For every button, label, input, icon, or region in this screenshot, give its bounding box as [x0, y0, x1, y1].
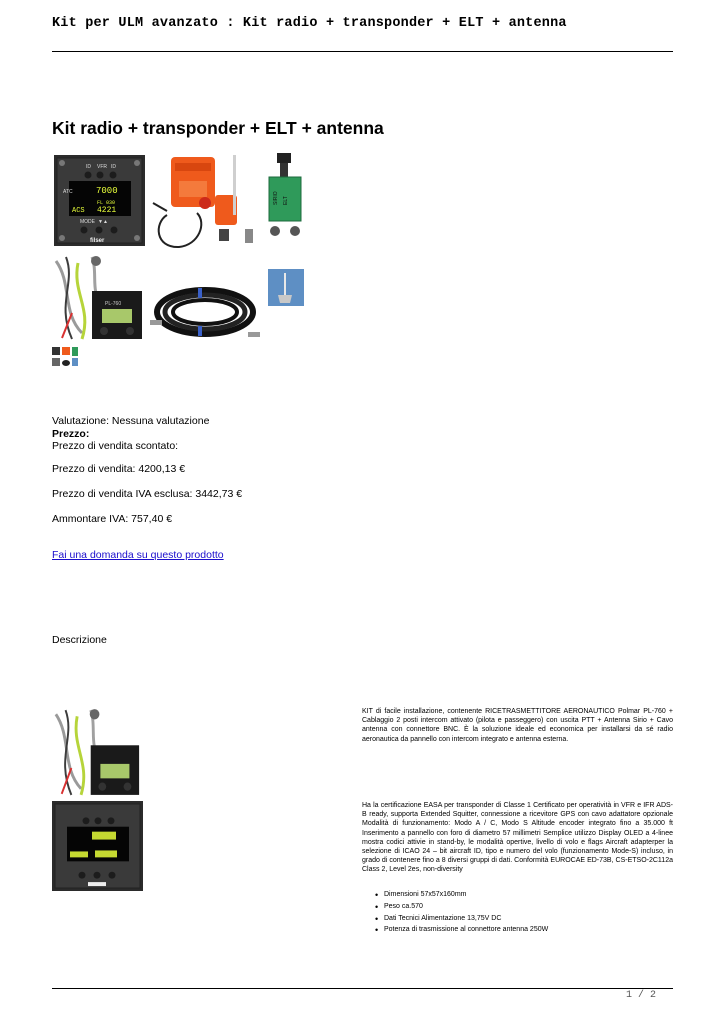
elt-brand-label: SIRIO	[273, 191, 279, 205]
price-excluding-vat: Prezzo di vendita IVA esclusa: 3442,73 €	[52, 488, 243, 500]
antenna-image[interactable]	[268, 269, 304, 306]
ask-question-link-wrapper	[52, 549, 224, 561]
document-header-title: Kit per ULM avanzato : Kit radio + transponder + ELT + antenna	[52, 16, 567, 31]
product-title: Kit radio + transponder + ELT + antenna	[52, 118, 384, 138]
header-divider	[52, 51, 673, 52]
standby-code: 4221	[97, 206, 117, 215]
elt-type-label: ELT	[283, 196, 289, 205]
elt-module-image[interactable]	[265, 153, 305, 243]
flight-level: FL 030	[97, 200, 116, 206]
thumbnail-strip[interactable]	[52, 347, 80, 367]
page-number: 1 / 2	[626, 990, 657, 1001]
mode-readout: ACS	[72, 207, 85, 215]
sale-price: Prezzo di vendita: 4200,13 €	[52, 463, 186, 475]
price-label: Prezzo:	[52, 428, 90, 440]
rating-text: Valutazione: Nessuna valutazione	[52, 415, 210, 427]
radio-model-label: PL-760	[105, 301, 122, 307]
description-heading: Descrizione	[52, 634, 107, 646]
vat-amount: Ammontare IVA: 757,40 €	[52, 513, 173, 525]
spec-bullet-dimensions: • Dimensioni 57x57x160mm	[384, 891, 466, 898]
description-paragraph-transponder: Ha la certificazione EASA per transponder di Classe 1 Certificato per operatività in VFR e IFR ADS-B ready, supporta Extended Squitter, connessione a ricevitore GPS con cavo adattatore opzionale Modalità di funzionamento: Modo A / C, Modo S Altitude encoder integrato fino a 35.000 ft Inserimento a pannello con foro di diametro 57 millimetri Semplice utilizzo Display OLED a 4-linee mostra codici attivie in stand-by, le modalità opertive, livello di volo e flags Aircraft adapterper la selezione di ICAO 24 – bit aircraft ID, tipo e numero del volo (funzionamento Mode-S) incluso, in grado di contenere fino a 8 diversi gruppi di dati. Conformità EUROCAE ED-73B, CS-ETSO-2C112a Class 2, Level 2es, non-diversity	[362, 802, 673, 874]
description-paragraph-kit: KIT di facile installazione, contenente RICETRASMETTITORE AERONAUTICO Polmar PL-760 + Cablaggio 2 posti intercom attivato (pilota e passeggero) con uscita PTT + Antenna Sirio + Cavo antenna con connettore BNC. È la soluzione ideale ed economica per installarsi da sé radio aeronautica da pannello con intercom integrato e antenna esterna.	[362, 708, 673, 743]
spec-bullet-power-supply: • Dati Tecnici Alimentazione 13,75V DC	[384, 915, 501, 922]
footer-divider	[52, 988, 673, 989]
btn-label-arrows: ▼▲	[98, 219, 108, 225]
transponder-image[interactable]	[54, 155, 145, 246]
discounted-price: Prezzo di vendita scontato:	[52, 440, 179, 452]
btn-label-id-right: ID	[111, 164, 116, 170]
btn-label-id-left: ID	[86, 164, 91, 170]
antenna-cable-image[interactable]	[148, 282, 262, 344]
radio-harness-image[interactable]	[52, 253, 145, 342]
ask-question-link[interactable]: Fai una domanda su questo prodotto	[52, 549, 224, 561]
btn-label-mode: MODE	[80, 219, 95, 225]
description-radio-image[interactable]	[52, 706, 142, 798]
description-transponder-image[interactable]	[52, 801, 143, 891]
squawk-code: 7000	[96, 186, 118, 196]
side-label-atc: ATC	[63, 189, 73, 195]
spec-bullet-tx-power: • Potenza di trasmissione al connettore antenna 250W	[384, 926, 548, 933]
brand-filser: filser	[90, 238, 105, 244]
spec-bullet-weight: • Peso ca.570	[384, 903, 423, 910]
btn-label-vfr: VFR	[97, 164, 107, 170]
elt-kit-image[interactable]	[149, 153, 261, 251]
